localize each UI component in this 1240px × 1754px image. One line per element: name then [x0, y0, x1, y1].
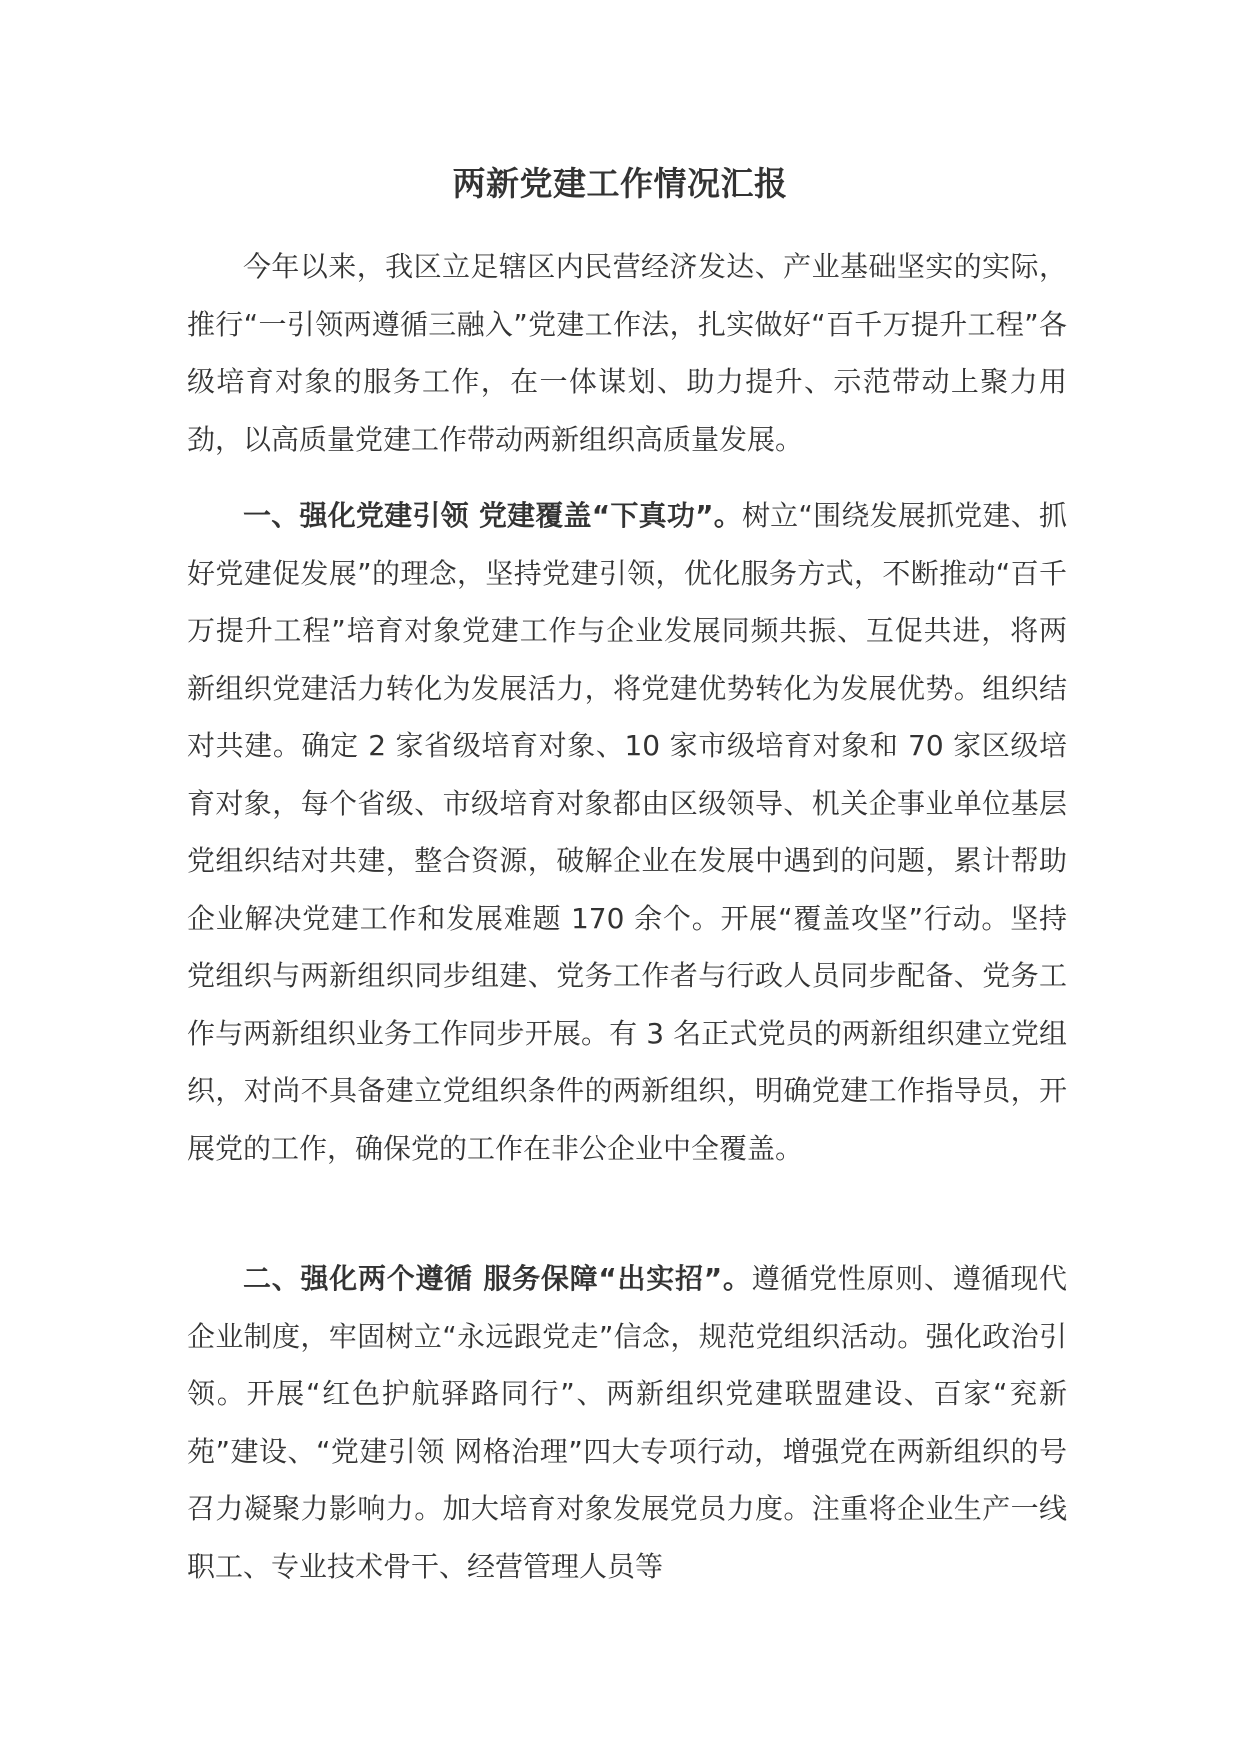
section-1-paragraph [187, 487, 1067, 1177]
intro-paragraph-block [187, 238, 1067, 468]
section-2-body: 遵循党性原则、遵循现代企业制度，牢固树立“永远跟党走”信念，规范党组织活动。强化政治引领。开展“红色护航驿路同行”、两新组织党建联盟建设、百家“兖新苑”建设、“党建引领 网格治理”四大专项行动，增强党在两新组织的号召力凝聚力影响力。加大培育对象发展党员力度。注重将企业生产一线职工、专业技术骨干、经营管理人员等 [187, 1262, 1067, 1583]
section-1-body: 树立“围绕发展抓党建、抓好党建促发展”的理念，坚持党建引领，优化服务方式，不断推动“百千万提升工程”培育对象党建工作与企业发展同频共振、互促共进，将两新组织党建活力转化为发展活力，将党建优势转化为发展优势。组织结对共建。确定 2 家省级培育对象、10 家市级培育对象和 70 家区级培育对象，每个省级、市级培育对象都由区级领导、机关企事业单位基层党组织结对共建，整合资源，破解企业在发展中遇到的问题，累计帮助企业解决党建工作和发展难题 170 余个。开展“覆盖攻坚”行动。坚持党组织与两新组织同步组建、党务工作者与行政人员同步配备、党务工作与两新组织业务工作同步开展。有 3 名正式党员的两新组织建立党组织，对尚不具备建立党组织条件的两新组织，明确党建工作指导员，开展党的工作，确保党的工作在非公企业中全覆盖。 [187, 499, 1067, 1165]
document-title: 两新党建工作情况汇报 [452, 164, 788, 203]
section-1-heading: 一、强化党建引领 党建覆盖“下真功”。 [243, 499, 742, 532]
section-2-heading: 二、强化两个遵循 服务保障“出实招”。 [243, 1262, 752, 1295]
intro-paragraph: 今年以来，我区立足辖区内民营经济发达、产业基础坚实的实际，推行“一引领两遵循三融入”党建工作法，扎实做好“百千万提升工程”各级培育对象的服务工作，在一体谋划、助力提升、示范带动上聚力用劲，以高质量党建工作带动两新组织高质量发展。 [187, 250, 1067, 456]
section-2-block [187, 1250, 1067, 1595]
section-2-paragraph [187, 1250, 1067, 1595]
section-1-block [187, 487, 1067, 1177]
